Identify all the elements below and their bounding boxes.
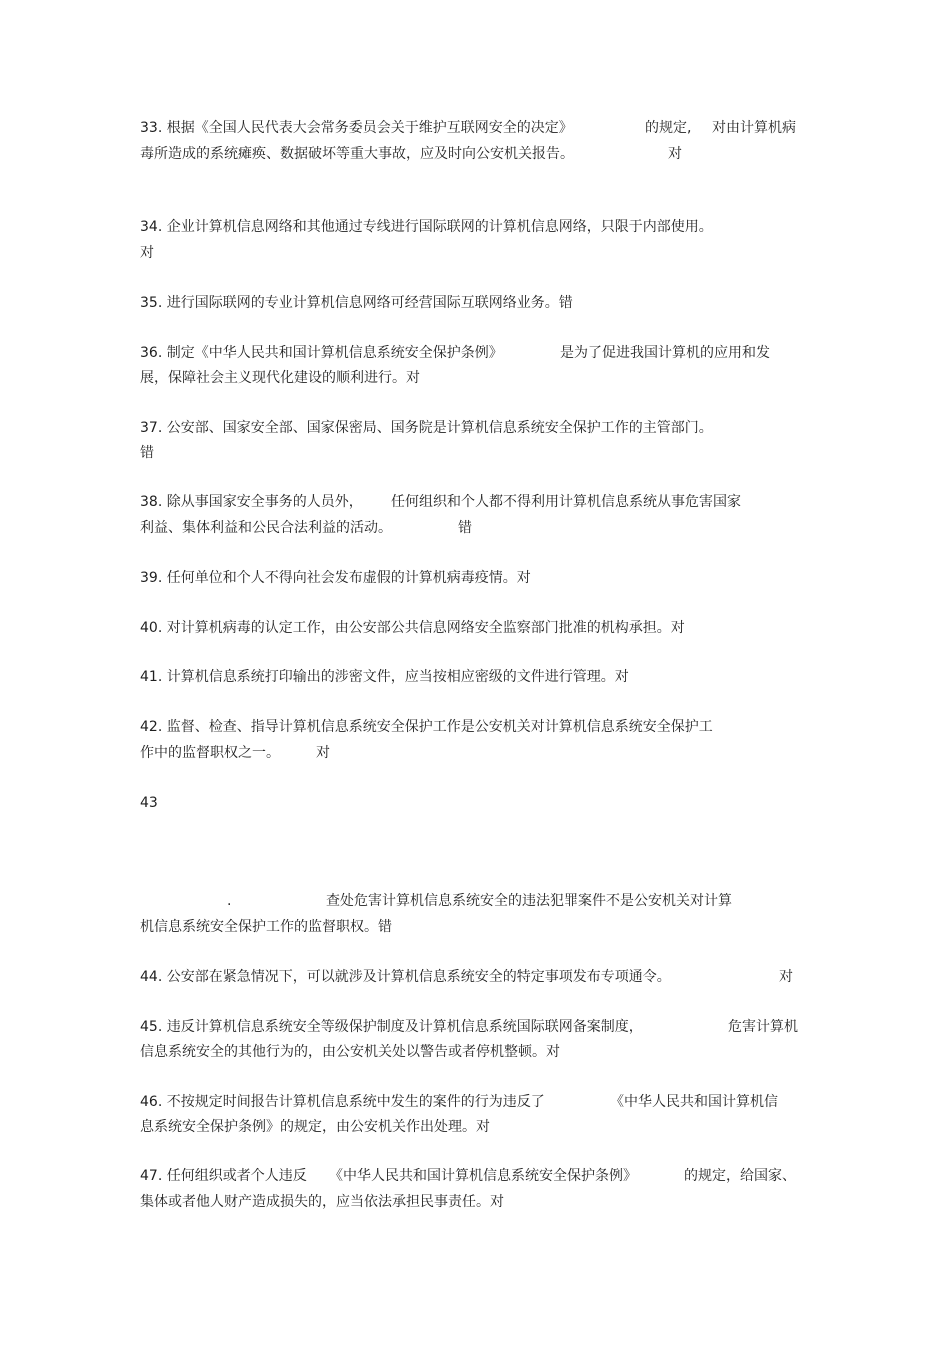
question-33-line1-end: 对由计算机病 — [712, 120, 796, 136]
question-41-line1: 41. 计算机信息系统打印输出的涉密文件，应当按相应密级的文件进行管理。对 — [140, 669, 629, 685]
question-36-line1-end: 是为了促进我国计算机的应用和发 — [560, 345, 770, 361]
question-45-line2: 信息系统安全的其他行为的，由公安机关处以警告或者停机整顿。对 — [140, 1044, 560, 1060]
question-45-line1-end: 危害计算机 — [728, 1019, 798, 1035]
question-37-answer: 错 — [140, 445, 154, 461]
question-36-line2: 展，保障社会主义现代化建设的顺利进行。对 — [140, 370, 420, 386]
question-43-dot: . — [227, 893, 232, 909]
question-46-line1-end: 《中华人民共和国计算机信 — [610, 1094, 778, 1110]
question-43-line2: 机信息系统安全保护工作的监督职权。错 — [140, 919, 392, 935]
question-47-line1-end: 的规定，给国家、 — [684, 1168, 796, 1184]
question-35-line1: 35. 进行国际联网的专业计算机信息网络可经营国际互联网络业务。错 — [140, 295, 573, 311]
question-34-answer: 对 — [140, 245, 154, 261]
question-40-line1: 40. 对计算机病毒的认定工作，由公安部公共信息网络安全监察部门批准的机构承担。对 — [140, 620, 685, 636]
question-43-line1: 查处危害计算机信息系统安全的违法犯罪案件不是公安机关对计算 — [326, 893, 732, 909]
question-47-line2: 集体或者他人财产造成损失的，应当依法承担民事责任。对 — [140, 1194, 504, 1210]
question-33-answer: 对 — [668, 146, 682, 162]
question-43-number: 43 — [140, 795, 158, 811]
question-42-line1: 42. 监督、检查、指导计算机信息系统安全保护工作是公安机关对计算机信息系统安全保护工 — [140, 719, 713, 735]
question-39-line1: 39. 任何单位和个人不得向社会发布虚假的计算机病毒疫情。对 — [140, 570, 531, 586]
question-38-line2-text: 利益、集体利益和公民合法利益的活动。 — [140, 520, 392, 536]
question-38-answer: 错 — [458, 520, 472, 536]
question-44-line1-text: 44. 公安部在紧急情况下，可以就涉及计算机信息系统安全的特定事项发布专项通令。 — [140, 969, 671, 985]
question-42-answer: 对 — [316, 745, 330, 761]
question-46-line2: 息系统安全保护条例》的规定，由公安机关作出处理。对 — [140, 1119, 490, 1135]
question-44-answer: 对 — [779, 969, 793, 985]
question-45-line1-text: 45. 违反计算机信息系统安全等级保护制度及计算机信息系统国际联网备案制度， — [140, 1019, 643, 1035]
question-38-line1-end: 任何组织和个人都不得利用计算机信息系统从事危害国家 — [391, 494, 741, 510]
question-37-line1: 37. 公安部、国家安全部、国家保密局、国务院是计算机信息系统安全保护工作的主管部门。 — [140, 420, 713, 436]
question-33-line1-mid: 的规定, — [645, 120, 692, 136]
question-42-line2-text: 作中的监督职权之一。 — [140, 745, 280, 761]
question-36-line1-text: 36. 制定《中华人民共和国计算机信息系统安全保护条例》 — [140, 345, 503, 361]
question-33-line1-text: 33. 根据《全国人民代表大会常务委员会关于维护互联网安全的决定》 — [140, 120, 573, 136]
question-47-line1-title: 《中华人民共和国计算机信息系统安全保护条例》 — [329, 1168, 637, 1184]
question-38-line1-text: 38. 除从事国家安全事务的人员外， — [140, 494, 363, 510]
question-34-line1: 34. 企业计算机信息网络和其他通过专线进行国际联网的计算机信息网络，只限于内部使用。 — [140, 219, 713, 235]
question-46-line1-text: 46. 不按规定时间报告计算机信息系统中发生的案件的行为违反了 — [140, 1094, 545, 1110]
question-47-line1-text: 47. 任何组织或者个人违反 — [140, 1168, 307, 1184]
question-33-line2-text: 毒所造成的系统瘫痪、数据破坏等重大事故，应及时向公安机关报告。 — [140, 146, 574, 162]
